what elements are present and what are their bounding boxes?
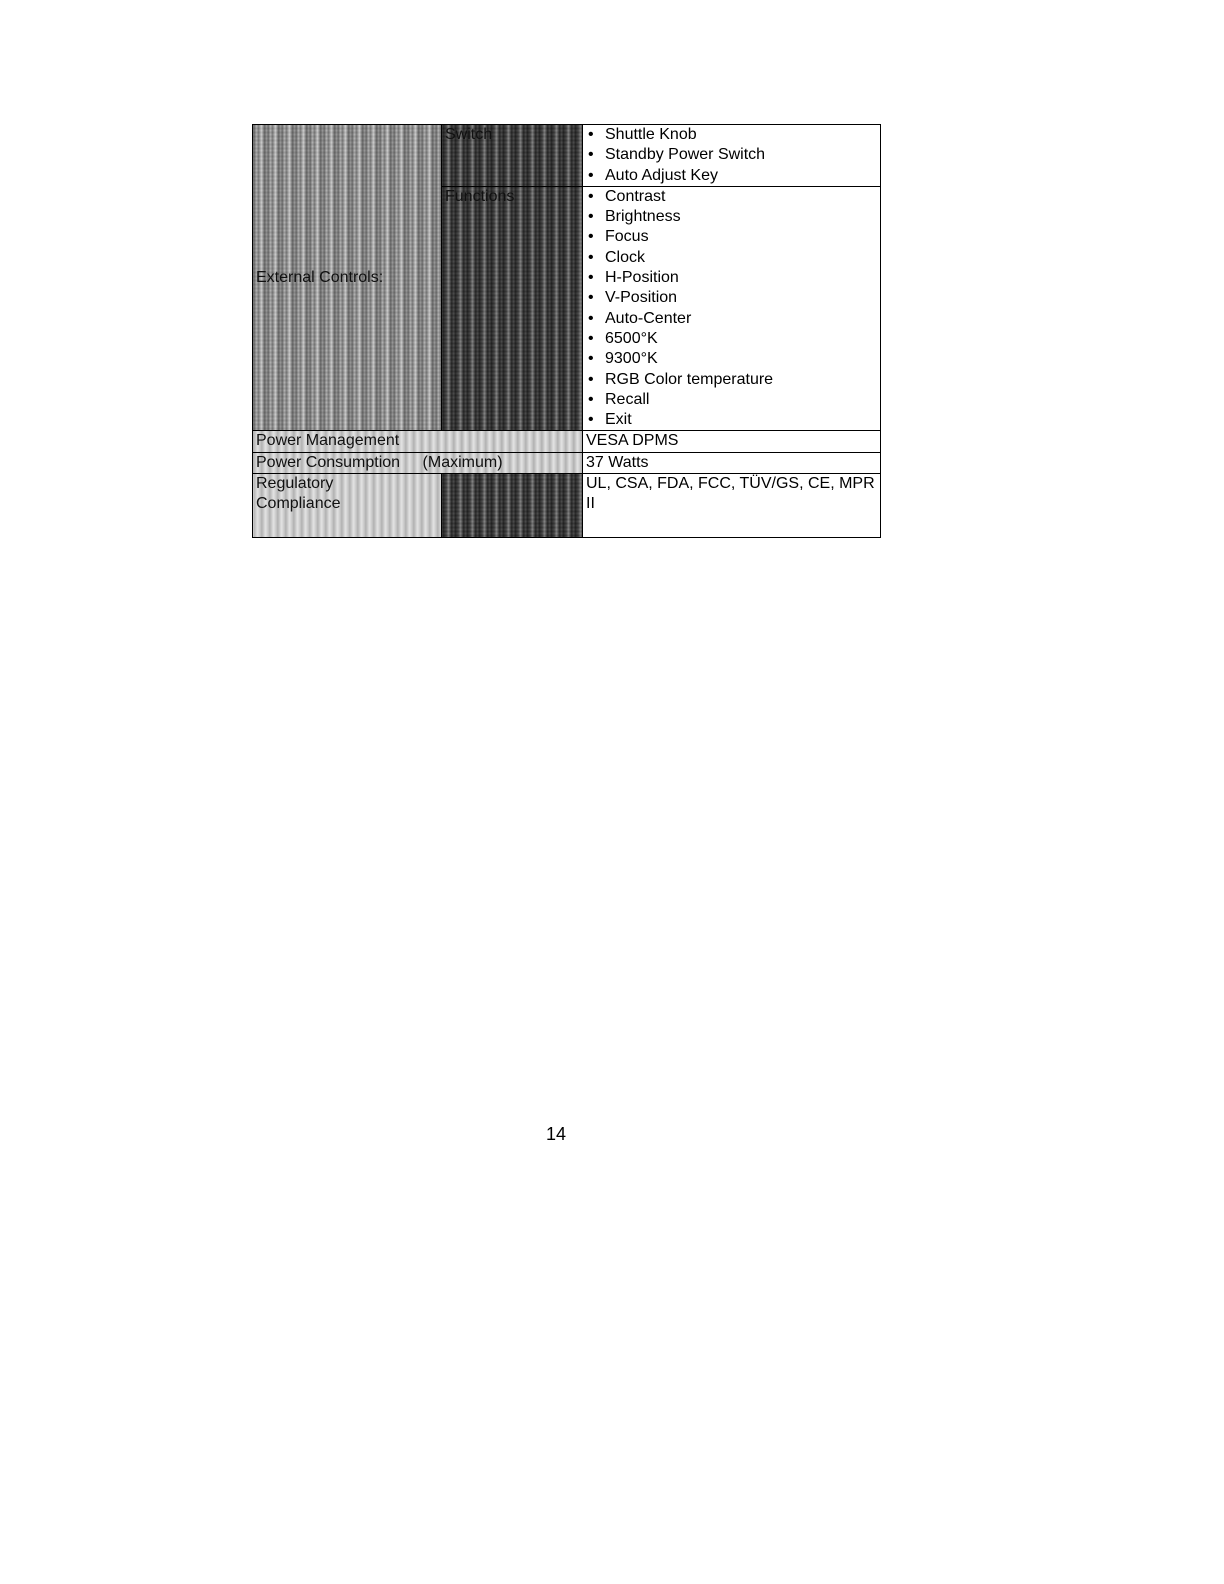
power-consumption-sublabel: (Maximum) (422, 453, 503, 471)
regulatory-row (253, 474, 881, 538)
regulatory-label: Regulatory Compliance (256, 475, 341, 513)
power-consumption-label: Power Consumption (256, 453, 401, 471)
power-consumption-value: 37 Watts (586, 453, 649, 471)
list-item: • Standby Power Switch (586, 145, 877, 165)
page-number: 14 (545, 1124, 567, 1144)
power-consumption-label-cell (253, 452, 583, 473)
specifications-table (252, 124, 881, 538)
list-item: • Brightness (586, 207, 877, 227)
list-item: • RGB Color temperature (586, 370, 877, 390)
list-item: • 9300°K (586, 349, 877, 369)
list-item: • Auto Adjust Key (586, 166, 877, 186)
list-item: • H-Position (586, 268, 877, 288)
list-item: • Shuttle Knob (586, 125, 877, 145)
external-controls-label: External Controls: (256, 268, 384, 286)
regulatory-value: UL, CSA, FDA, FCC, TÜV/GS, CE, MPR II (586, 475, 875, 513)
list-item: • Focus (586, 227, 877, 247)
switch-items-cell (583, 125, 881, 187)
power-management-value-cell (583, 431, 881, 452)
switch-list (586, 125, 877, 186)
list-item: • V-Position (586, 288, 877, 308)
external-controls-label-cell (253, 125, 442, 431)
power-management-label-cell (253, 431, 583, 452)
switch-label-cell (442, 125, 583, 187)
functions-list (586, 187, 877, 431)
list-item: • 6500°K (586, 329, 877, 349)
function-items-cell (583, 186, 881, 431)
list-item: • Auto-Center (586, 309, 877, 329)
regulatory-label-cell (253, 474, 442, 538)
list-item: • Clock (586, 248, 877, 268)
switch-label: Switch (445, 126, 493, 143)
regulatory-shade-cell (442, 474, 583, 538)
list-item: • Contrast (586, 187, 877, 207)
power-consumption-row (253, 452, 881, 473)
power-consumption-value-cell (583, 452, 881, 473)
functions-label-cell (442, 186, 583, 431)
list-item: • Recall (586, 390, 877, 410)
functions-label: Functions (445, 187, 515, 205)
power-management-value: VESA DPMS (586, 432, 679, 450)
external-controls-switch-row (253, 125, 881, 187)
list-item: • Exit (586, 410, 877, 430)
power-management-label: Power Management (256, 432, 400, 450)
regulatory-value-cell (583, 474, 881, 538)
power-management-row (253, 431, 881, 452)
